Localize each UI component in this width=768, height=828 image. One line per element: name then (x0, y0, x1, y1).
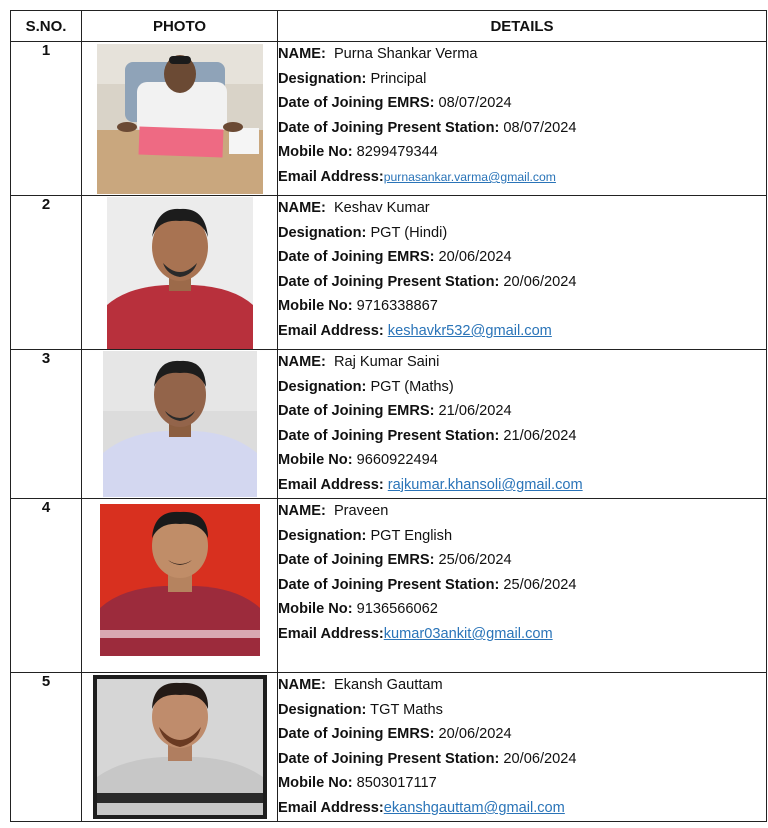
mobile-label: Mobile No: (278, 144, 353, 161)
email-link[interactable]: ekanshgauttam@gmail.com (383, 799, 565, 816)
designation-label: Designation: (278, 527, 367, 544)
designation-label: Designation: (278, 224, 367, 241)
mobile-label: Mobile No: (278, 601, 353, 618)
email-link[interactable]: rajkumar.khansoli@gmail.com (387, 476, 583, 493)
email-label: Email Address: (278, 168, 384, 185)
staff-designation: PGT (Maths) (370, 378, 454, 395)
doj-station-label: Date of Joining Present Station: (278, 750, 500, 767)
staff-designation: PGT English (370, 527, 453, 544)
details-cell (278, 673, 767, 822)
mobile-value: 9660922494 (356, 452, 438, 469)
doj-station-value: 08/07/2024 (503, 119, 577, 136)
staff-photo (97, 44, 263, 194)
doj-emrs-value: 20/06/2024 (438, 249, 512, 266)
staff-photo (93, 675, 267, 819)
name-label: NAME: (278, 503, 326, 519)
doj-emrs-value: 08/07/2024 (438, 95, 512, 112)
name-label: NAME: (278, 200, 326, 216)
doj-emrs-label: Date of Joining EMRS: (278, 249, 435, 266)
mobile-label: Mobile No: (278, 452, 353, 469)
serial-number: 1 (11, 42, 82, 196)
header-details: DETAILS (278, 11, 767, 42)
staff-photo (107, 197, 253, 349)
name-label: NAME: (278, 354, 326, 370)
name-label: NAME: (278, 46, 326, 62)
email-label: Email Address: (278, 322, 384, 339)
email-link[interactable]: purnasankar.varma@gmail.com (383, 169, 556, 184)
email-link[interactable]: kumar03ankit@gmail.com (383, 625, 553, 642)
doj-station-label: Date of Joining Present Station: (278, 576, 500, 593)
staff-designation: Principal (370, 70, 427, 87)
doj-station-value: 20/06/2024 (503, 750, 577, 767)
staff-table (10, 10, 767, 822)
mobile-value: 9136566062 (356, 601, 438, 618)
staff-photo (100, 504, 260, 656)
doj-emrs-value: 21/06/2024 (438, 403, 512, 420)
mobile-value: 8503017117 (356, 775, 437, 792)
email-label: Email Address: (278, 476, 384, 493)
designation-label: Designation: (278, 378, 367, 395)
doj-emrs-value: 20/06/2024 (438, 726, 512, 743)
header-sno: S.NO. (11, 11, 82, 42)
staff-photo (103, 351, 257, 497)
table-row (11, 350, 767, 499)
doj-emrs-label: Date of Joining EMRS: (278, 403, 435, 420)
doj-station-value: 20/06/2024 (503, 273, 577, 290)
staff-name: Purna Shankar Verma (333, 46, 478, 62)
doj-emrs-label: Date of Joining EMRS: (278, 726, 435, 743)
details-cell (278, 499, 767, 673)
table-row (11, 499, 767, 673)
doj-emrs-label: Date of Joining EMRS: (278, 552, 435, 569)
staff-name: Ekansh Gauttam (333, 677, 443, 693)
doj-station-label: Date of Joining Present Station: (278, 427, 500, 444)
staff-name: Raj Kumar Saini (333, 354, 440, 370)
email-label: Email Address: (278, 799, 384, 816)
email-label: Email Address: (278, 625, 384, 642)
doj-emrs-label: Date of Joining EMRS: (278, 95, 435, 112)
serial-number: 4 (11, 499, 82, 673)
mobile-label: Mobile No: (278, 775, 353, 792)
staff-designation: TGT Maths (370, 701, 443, 718)
mobile-value: 9716338867 (356, 298, 438, 315)
doj-station-label: Date of Joining Present Station: (278, 119, 500, 136)
designation-label: Designation: (278, 70, 367, 87)
table-row (11, 673, 767, 822)
header-row (11, 11, 767, 42)
email-link[interactable]: keshavkr532@gmail.com (387, 322, 552, 339)
doj-station-value: 21/06/2024 (503, 427, 577, 444)
name-label: NAME: (278, 677, 326, 693)
mobile-value: 8299479344 (356, 144, 438, 161)
designation-label: Designation: (278, 701, 367, 718)
serial-number: 3 (11, 350, 82, 499)
serial-number: 5 (11, 673, 82, 822)
table-row (11, 42, 767, 196)
details-cell (278, 196, 767, 350)
staff-designation: PGT (Hindi) (370, 224, 448, 241)
doj-station-label: Date of Joining Present Station: (278, 273, 500, 290)
staff-name: Keshav Kumar (333, 200, 430, 216)
details-cell (278, 42, 767, 196)
doj-emrs-value: 25/06/2024 (438, 552, 512, 569)
serial-number: 2 (11, 196, 82, 350)
staff-name: Praveen (333, 503, 389, 519)
mobile-label: Mobile No: (278, 298, 353, 315)
details-cell (278, 350, 767, 499)
doj-station-value: 25/06/2024 (503, 576, 577, 593)
table-row (11, 196, 767, 350)
header-photo: PHOTO (82, 11, 278, 42)
